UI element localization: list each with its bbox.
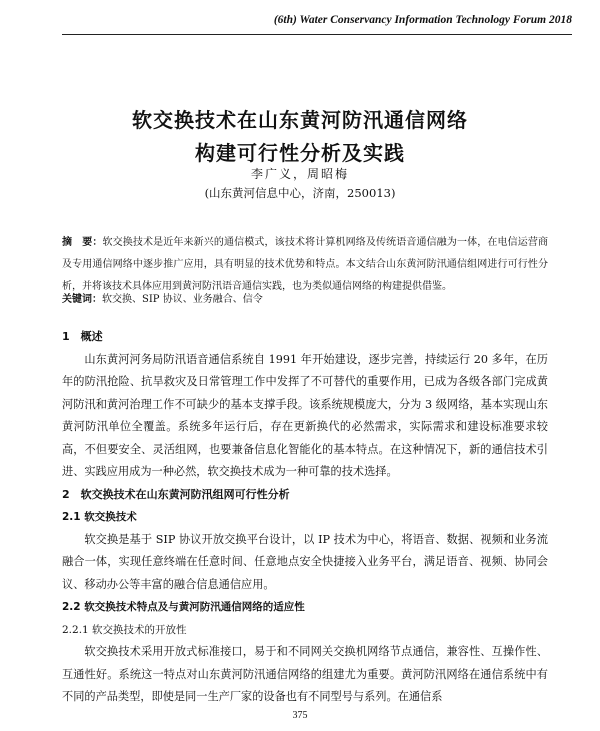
affiliation: (山东黄河信息中心，济南，250013) [204, 186, 396, 200]
keywords [62, 292, 548, 308]
keywords-label: 关键词： [62, 294, 102, 305]
running-title: (6th) Water Conservancy Information Technology Forum 2018 [273, 14, 572, 26]
section-2-1-paragraph: 软交换是基于 SIP 协议开放交换平台设计，以 IP 技术为中心，将语音、数据、视频和业务流融合一体，实现任意终端在任意时间、任意地点安全快捷接入业务平台，满足语音、视频、协同会议、移动办公等丰富的融合信息通信应用。 [62, 532, 548, 591]
title-line-1: 软交换技术在山东黄河防汛通信网络 [132, 108, 468, 132]
section-1-heading: 1 概述 [62, 330, 103, 343]
body-text [62, 326, 548, 709]
section-2-heading: 2 软交换技术在山东黄河防汛组网可行性分析 [62, 487, 290, 501]
paper-title [0, 104, 600, 170]
abstract [62, 232, 548, 298]
abstract-text: 软交换技术是近年来新兴的通信模式，该技术将计算机网络及传统语音通信融为一体，在电信运营商及专用通信网络中逐步推广应用，具有明显的技术优势和特点。本文结合山东黄河防汛通信组网进行可行性分析，并将该技术具体应用到黄河防汛语音通信实践，也为类似通信网络的构建提供借鉴。 [62, 237, 549, 292]
authors: 李广义，周昭梅 [250, 167, 349, 181]
section-2-2-1-heading: 2.2.1 软交换技术的开放性 [62, 623, 187, 636]
title-line-2: 构建可行性分析及实践 [195, 141, 405, 165]
section-2-2-heading: 2.2 软交换技术特点及与黄河防汛通信网络的适应性 [62, 601, 305, 613]
abstract-label: 摘 要： [62, 237, 103, 248]
section-2-2-1-paragraph: 软交换技术采用开放式标准接口，易于和不同网关交换机网络节点通信，兼容性、互操作性、互通性好。系统这一特点对山东黄河防汛通信网络的组建尤为重要。黄河防汛网络在通信系统中有不同的产品类型，即使是同一生产厂家的设备也有不同型号与系列。在通信系 [62, 645, 548, 703]
page-number: 375 [292, 710, 308, 721]
running-header [62, 14, 572, 35]
keywords-text: 软交换、SIP 协议、业务融合、信令 [102, 294, 263, 305]
section-2-1-heading: 2.1 软交换技术 [62, 511, 137, 523]
section-1-paragraph: 山东黄河河务局防汛语音通信系统自 1991 年开始建设，逐步完善，持续运行 20 多年，在历年的防汛抢险、抗旱救灾及日常管理工作中发挥了不可替代的重要作用，已成为各级各部门完成黄河防汛和黄河治理工作不可缺少的基本支撑手段。该系统规模庞大，分为 3 级网络，基本实现山东黄河防汛单位全覆盖。系统多年运行后，存在更新换代的必然需求，实际需求和建设标准要求较高，不但要安全、灵活组网，也要兼备信息化智能化的基本特点。在这种情况下，新的通信技术引进、实践应用成为一种必然，软交换技术成为一种可靠的技术选择。 [62, 352, 548, 478]
